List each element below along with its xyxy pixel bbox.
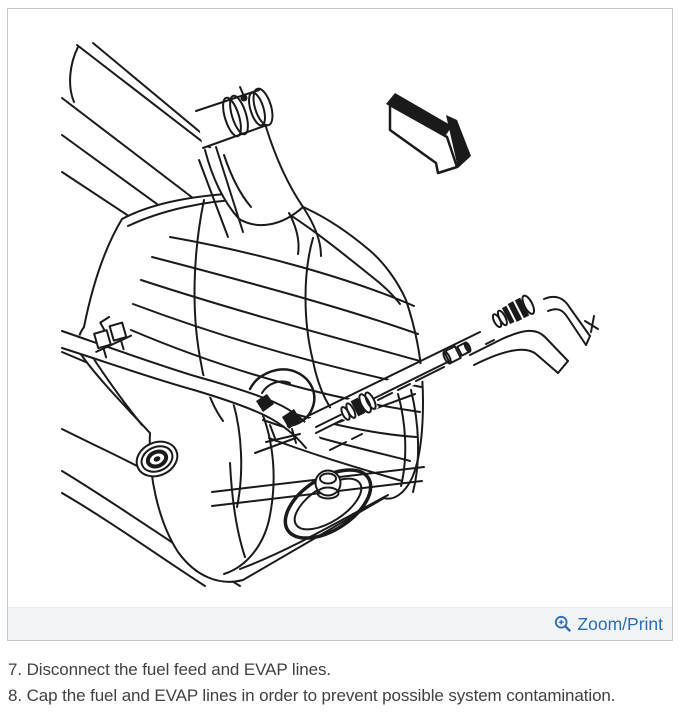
- instruction-list: [8, 657, 615, 709]
- direction-arrow-icon: [386, 93, 471, 173]
- magnifier-plus-icon: [554, 615, 572, 633]
- fuel-tank-diagram: [8, 9, 672, 607]
- diagram-viewer-panel: [7, 8, 673, 641]
- zoom-print-label: Zoom/Print: [577, 613, 663, 634]
- zoom-print-link[interactable]: [554, 614, 663, 635]
- diagram-canvas: [8, 9, 672, 607]
- viewer-toolbar: [8, 607, 672, 640]
- instruction-step-7: 7. Disconnect the fuel feed and EVAP lines.: [8, 660, 332, 679]
- instruction-step-8: 8. Cap the fuel and EVAP lines in order to prevent possible system contamination.: [8, 686, 616, 705]
